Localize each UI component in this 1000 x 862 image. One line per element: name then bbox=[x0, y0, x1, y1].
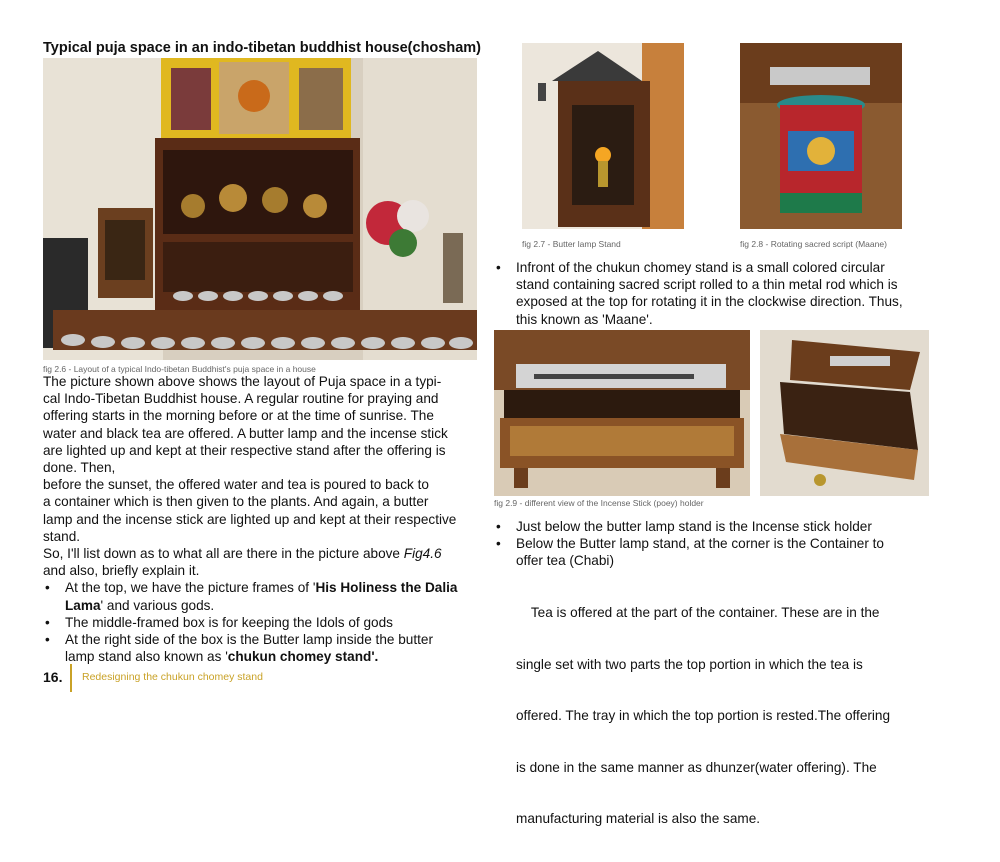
text-segment: Lama bbox=[65, 597, 101, 613]
text-segment: At the top, we have the picture frames of ' bbox=[65, 580, 316, 596]
puja-space-photo bbox=[43, 58, 477, 360]
paragraph bbox=[43, 373, 483, 476]
text-segment: chukun chomey stand'. bbox=[227, 649, 379, 665]
incense-holder-photo-side bbox=[760, 330, 929, 496]
text-line: • Infront of the chukun chomey stand is a small colored circular bbox=[516, 260, 885, 275]
fig29-caption: fig 2.9 - different view of the Incense Stick (poey) holder bbox=[494, 498, 704, 508]
text-line: before the sunset, the offered water and tea is poured to back to bbox=[43, 477, 429, 493]
paragraph bbox=[43, 476, 483, 545]
text-line: this known as 'Maane'. bbox=[516, 311, 653, 327]
figure-reference: Fig4.6 bbox=[403, 546, 442, 562]
text-line: • Just below the butter lamp stand is the Incense stick holder bbox=[516, 519, 872, 534]
butter-lamp-stand-photo bbox=[522, 43, 684, 229]
text-line: Tea is offered at the part of the container. These are in the bbox=[516, 605, 880, 621]
list-item bbox=[494, 259, 934, 328]
incense-holder-photo-front bbox=[494, 330, 750, 496]
running-title: Redesigning the chukun chomey stand bbox=[82, 671, 263, 683]
list-item bbox=[43, 614, 483, 631]
text-segment: lamp stand also known as ' bbox=[65, 649, 228, 665]
list-item bbox=[43, 579, 483, 613]
text-segment: So, I'll list down as to what all are there in the picture above bbox=[43, 546, 404, 562]
text-line: water and black tea are offered. A butter lamp and the incense stick bbox=[43, 425, 448, 441]
text-line: done. Then, bbox=[43, 460, 116, 476]
text-line: is done in the same manner as dhunzer(water offering). The bbox=[516, 759, 877, 775]
text-line: stand containing sacred script rolled to a thin metal rod which is bbox=[516, 277, 898, 293]
fig28-caption: fig 2.8 - Rotating sacred script (Maane) bbox=[740, 239, 887, 249]
footer-divider bbox=[70, 664, 72, 692]
text-line: • At the right side of the box is the Butter lamp inside the butter bbox=[65, 632, 433, 648]
fig26-caption: fig 2.6 - Layout of a typical Indo-tibetan Buddhist's puja space in a house bbox=[43, 364, 316, 374]
text-segment: The middle-framed box is for keeping the Idols of gods bbox=[65, 614, 393, 630]
maane-bullet bbox=[494, 259, 934, 328]
list-item bbox=[494, 518, 934, 535]
text-line: exposed at the top for rotating it in the clockwise direction. Thus, bbox=[516, 294, 903, 310]
text-line: manufacturing material is also the same. bbox=[516, 811, 761, 827]
page-heading: Typical puja space in an indo-tibetan buddhist house(chosham) bbox=[43, 40, 481, 56]
list-item bbox=[43, 631, 483, 665]
text-line: offer tea (Chabi) bbox=[516, 553, 614, 569]
fig27-caption: fig 2.7 - Butter lamp Stand bbox=[522, 239, 621, 249]
text-line bbox=[43, 545, 483, 562]
left-body-text bbox=[43, 373, 483, 665]
right-lower-bullets bbox=[494, 518, 934, 862]
text-line: a container which is then given to the plants. And again, a butter bbox=[43, 494, 429, 510]
text-line: offering starts in the morning before or at the time of sunrise. The bbox=[43, 408, 434, 424]
page-number: 16. bbox=[43, 669, 63, 685]
list-item bbox=[494, 535, 934, 569]
text-line: cal Indo-Tibetan Buddhist house. A regular routine for praying and bbox=[43, 391, 439, 407]
text-segment: His Holiness the Dalia bbox=[315, 580, 458, 596]
text-line: lamp and the incense stick are lighted up and kept at their respective bbox=[43, 511, 457, 527]
text-line: are lighted up and kept at their respective stand after the offering is bbox=[43, 442, 446, 458]
text-line: and also, briefly explain it. bbox=[43, 563, 200, 579]
text-line: single set with two parts the top portion in which the tea is bbox=[516, 656, 863, 672]
text-line: stand. bbox=[43, 528, 81, 544]
text-line: The picture shown above shows the layout of Puja space in a typi- bbox=[43, 374, 442, 389]
maane-photo bbox=[740, 43, 902, 229]
tea-paragraph bbox=[494, 570, 934, 862]
text-line: • Below the Butter lamp stand, at the corner is the Container to bbox=[516, 536, 884, 552]
text-segment: ' and various gods. bbox=[100, 597, 215, 613]
text-line: offered. The tray in which the top portion is rested.The offering bbox=[516, 708, 891, 724]
paragraph bbox=[43, 545, 483, 579]
